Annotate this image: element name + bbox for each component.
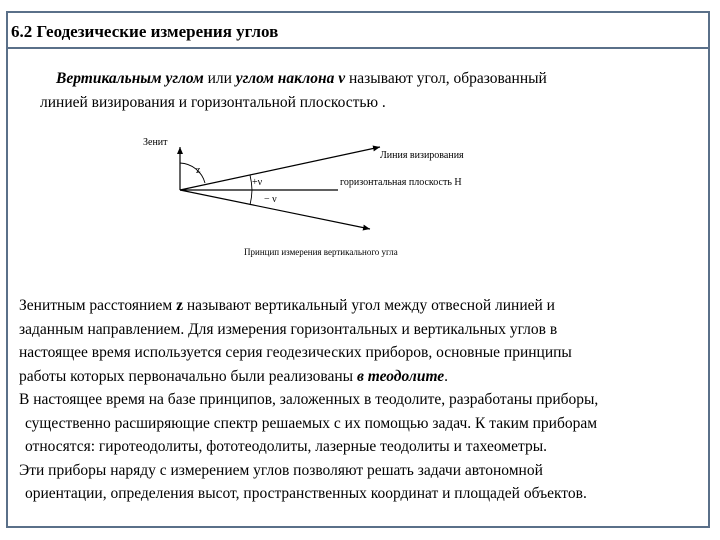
term-vertical-angle: Вертикальным углом (56, 70, 204, 87)
body-line-8: Эти приборы наряду с измерением углов позволяют решать задачи автономной (19, 461, 543, 479)
body-text (19, 294, 709, 506)
body-line-7: относятся: гиротеодолиты, фототеодолиты, лазерные теодолиты и тахеометры. (25, 438, 547, 455)
body-line-4: работы которых первоначально были реализованы в теодолите. (19, 367, 449, 385)
plus-v-label: +ν (252, 177, 263, 188)
body-line-6: существенно расширяющие спектр решаемых с их помощью задач. К таким приборам (25, 414, 598, 432)
zenith-label: Зенит (143, 137, 168, 148)
body-line-9: ориентации, определения высот, пространственных координат и площадей объектов. (25, 485, 587, 502)
z-term: z (176, 297, 183, 314)
intro-or: или (203, 70, 236, 87)
intro-line-2: линией визирования и горизонтальной плоскостью . (40, 94, 386, 111)
vertical-angle-diagram (140, 125, 500, 265)
nu-symbol: ν (334, 70, 346, 87)
intro-paragraph (40, 67, 680, 115)
intro-line-1 (40, 67, 680, 91)
intro-rest: называют угол, образованный (345, 70, 547, 87)
body-line-2: заданным направлением. Для измерения горизонтальных и вертикальных углов в (19, 320, 558, 338)
z-label: z (196, 165, 201, 176)
sight-line-label: Линия визирования (380, 150, 464, 161)
theodolite-term: в теодолите (356, 367, 445, 385)
slide-title: 6.2 Геодезические измерения углов (11, 22, 279, 41)
diagram-caption: Принцип измерения вертикального угла (244, 247, 398, 257)
body-line-3: настоящее время используется серия геодезических приборов, основные принципы (19, 344, 572, 361)
zenith-arc (180, 163, 205, 183)
minus-v-arc (250, 190, 252, 205)
body-line-5: В настоящее время на базе принципов, заложенных в теодолите, разработаны приборы, (19, 391, 599, 408)
term-inclination-angle: углом наклона (235, 70, 335, 87)
minus-v-label: − ν (264, 194, 277, 205)
horizontal-plane-label: горизонтальная плоскость Н (340, 177, 462, 188)
body-line-1: Зенитным расстоянием z называют вертикальный угол между отвесной линией и (19, 297, 555, 314)
